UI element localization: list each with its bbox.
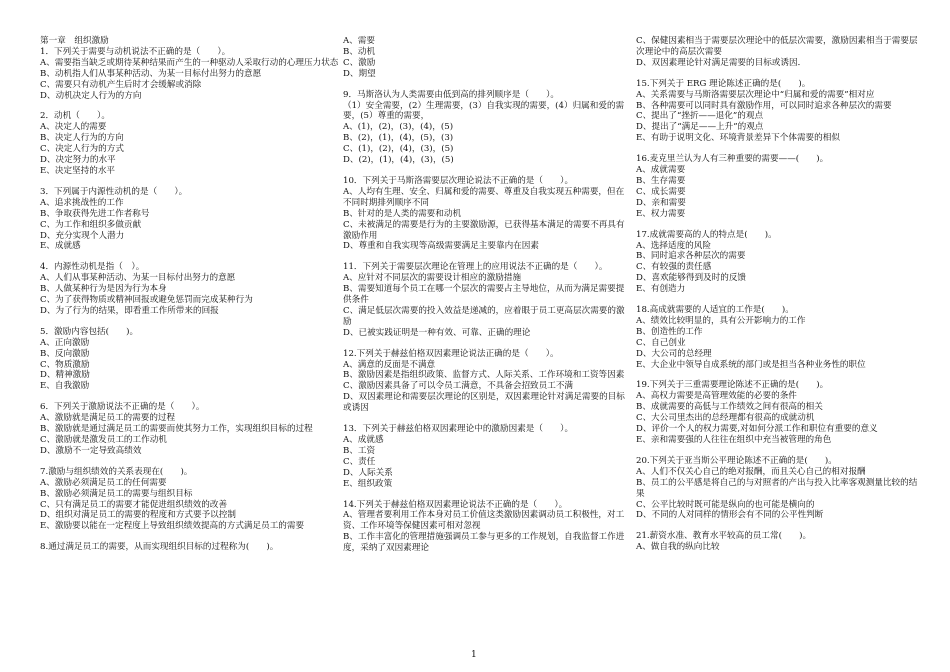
text-line: 21.薪资水准、教育水平较高的员工常( )。 bbox=[636, 531, 812, 542]
question-block bbox=[40, 467, 340, 532]
text-line: C、为工作和组织多做贡献 bbox=[40, 219, 142, 230]
text-line: C、自己创业 bbox=[636, 337, 686, 348]
text-line: A、关系需要与马斯洛需要层次理论中“归属和爱的需要”相对应 bbox=[636, 89, 875, 100]
text-line: A、决定人的需要 bbox=[40, 122, 107, 133]
column-right bbox=[636, 36, 918, 563]
text-line: B、动机 bbox=[343, 46, 376, 57]
text-line: 9．马斯洛认为人类需要由低到高的排列顺序是（ ）。 bbox=[343, 89, 560, 100]
text-line: 4．内源性动机是指（ ）。 bbox=[40, 262, 145, 273]
text-line: 5．激励内容包括( )。 bbox=[40, 326, 139, 337]
text-line: D、人际关系 bbox=[343, 467, 393, 478]
text-line: C、责任 bbox=[343, 456, 376, 467]
text-line: A、管理者要利用工作本身对员工价值这类激励因素调动员工积极性，对工资、工作环境等保健因素可相对忽视 bbox=[343, 510, 625, 532]
text-line: B、需要知道每个员工在哪一个层次的需要占主导地位，从而为满足需要提供条件 bbox=[343, 284, 625, 306]
text-line: 12.下列关于赫兹伯格双因素理论说法正确的是（ ）。 bbox=[343, 348, 559, 359]
text-line: D、组织对满足员工的需要的程度和方式要予以控制 bbox=[40, 510, 236, 521]
text-line: A、需要 bbox=[343, 36, 375, 46]
text-line: A、激励必须满足员工的任何需要 bbox=[40, 477, 167, 488]
text-line: E、决定坚持的水平 bbox=[40, 165, 116, 176]
text-line: A、人们从事某种活动、为某一目标付出努力的意愿 bbox=[40, 273, 236, 284]
text-line: C、为了获得物质或精神回报或避免惩罚而完成某种行为 bbox=[40, 295, 253, 306]
question-block bbox=[40, 402, 340, 457]
text-line: 15.下列关于 ERG 理论陈述正确的是( )。 bbox=[636, 78, 811, 89]
text-line: A、成就感 bbox=[343, 435, 384, 445]
column-middle bbox=[343, 36, 630, 564]
text-line: D、双因素理论和需要层次理论的区别是，双因素理论针对满足需要的目标或诱因 bbox=[343, 392, 625, 414]
text-line: 7.激励与组织绩效的关系表现在( )。 bbox=[40, 466, 193, 477]
text-line: 18.高成就需要的人适宜的工作是( )。 bbox=[636, 305, 794, 316]
question-block bbox=[636, 154, 918, 219]
text-line: A、追求挑战性的工作 bbox=[40, 197, 124, 208]
text-line: D、动机决定人行为的方向 bbox=[40, 90, 142, 101]
text-line: 17.成就需要高的人的特点是( )。 bbox=[636, 229, 777, 240]
text-line: C、满足低层次需要的投入效益是递减的，应着眼于员工更高层次需要的激励 bbox=[343, 305, 625, 327]
text-line: A、激励就是满足员工的需要的过程 bbox=[40, 413, 176, 424]
question-block bbox=[343, 176, 630, 252]
text-line: C、需要只有动机产生后时才会缓解或消除 bbox=[40, 79, 202, 90]
question-block bbox=[40, 187, 340, 252]
text-line: D、尊重和自我实现等高级需要满足主要靠内在因素 bbox=[343, 241, 539, 252]
text-line: A、选择适度的风险 bbox=[636, 240, 711, 251]
text-line: C、大公司里杰出的总经理都有很高的成就动机 bbox=[636, 413, 815, 424]
question-block bbox=[636, 36, 918, 69]
text-line: D、不同的人对同样的情形会有不同的公平性判断 bbox=[636, 510, 824, 521]
text-line: A、绩效比较明显的，具有公开影响力的工作 bbox=[636, 315, 806, 326]
text-line: B、(2)，(1)，(4)，(5)，(3) bbox=[343, 133, 454, 144]
text-line: E、激励要以能在一定程度上导致组织绩效提高的方式满足员工的需要 bbox=[40, 521, 305, 532]
question-block bbox=[40, 111, 340, 176]
text-line: 2．动机（ ）。 bbox=[40, 111, 110, 122]
text-line: B、各种需要可以同时具有激励作用，可以同时追求各种层次的需要 bbox=[636, 100, 892, 111]
question-block bbox=[636, 230, 918, 295]
text-line: B、成就需要的高低与工作绩效之间有很高的相关 bbox=[636, 402, 823, 413]
text-line: B、员工的公平感是将自己的与对照者的产出与投入比率客观测量比较的结果 bbox=[636, 477, 918, 499]
text-line: 8.通过满足员工的需要，从而实现组织目标的过程称为( )。 bbox=[40, 542, 279, 553]
page-number: 1 bbox=[471, 650, 477, 660]
text-line: C、未被满足的需要是行为的主要激励源，已获得基本满足的需要不再具有激励作用 bbox=[343, 219, 625, 241]
text-line: D、激励不一定导致高绩效 bbox=[40, 445, 142, 456]
text-line: A、正向激励 bbox=[40, 337, 90, 348]
question-block bbox=[636, 79, 918, 144]
text-line: 第一章 组织激励 bbox=[40, 36, 109, 46]
text-line: B、激励就是通过满足员工的需要而使其努力工作，实现组织目标的过程 bbox=[40, 424, 313, 435]
question-block bbox=[343, 262, 630, 338]
column-left bbox=[40, 36, 340, 563]
text-line: C、提出了“挫折——退化”的观点 bbox=[636, 111, 764, 122]
text-line: C、(1)，(2)，(4)，(3)，(5) bbox=[343, 144, 454, 155]
text-line: 14.下列关于赫兹伯格双因素理论说法不正确的是（ ）。 bbox=[343, 499, 568, 510]
text-line: B、工资 bbox=[343, 445, 376, 456]
text-line: （1）安全需要，(2）生理需要，(3）自我实现的需要，(4）归属和爱的需要，(5）尊重的需要， bbox=[343, 100, 625, 122]
text-line: C、保健因素相当于需要层次理论中的低层次需要，激励因素相当于需要层次理论中的高层次需要 bbox=[636, 36, 918, 57]
text-line: B、激励必须满足员工的需要与组织目标 bbox=[40, 488, 193, 499]
text-line: C、只有满足员工的需要才能促进组织绩效的改善 bbox=[40, 499, 228, 510]
text-line: B、工作丰富化的管理措施强调员工参与更多的工作规划，自我监督工作进度，采纳了双因素理论 bbox=[343, 532, 625, 554]
text-line: C、成长需要 bbox=[636, 186, 686, 197]
text-line: B、人做某种行为是因为行为本身 bbox=[40, 284, 167, 295]
text-line: D、已被实践证明是一种有效、可靠、正确的理论 bbox=[343, 327, 531, 338]
text-line: B、决定人行为的方向 bbox=[40, 133, 124, 144]
text-line: B、激励因素是指组织政策、监督方式、人际关系、工作环境和工资等因素 bbox=[343, 370, 625, 381]
question-block bbox=[343, 36, 630, 80]
text-line: 13．下列关于赫兹伯格双因素理论中的激励因素是（ ）。 bbox=[343, 424, 574, 435]
text-line: 20.下列关于亚当斯公平理论陈述不正确的是( )。 bbox=[636, 455, 837, 466]
text-line: D、提出了“满足——上升”的观点 bbox=[636, 122, 764, 133]
question-block bbox=[40, 36, 340, 101]
question-block bbox=[343, 349, 630, 414]
text-line: C、有较强的责任感 bbox=[636, 262, 712, 273]
text-line: D、(2)，(1)，(4)，(3)，(5) bbox=[343, 155, 454, 166]
text-line: E、权力需要 bbox=[636, 208, 686, 219]
question-block bbox=[343, 424, 630, 489]
text-line: B、争取获得先进工作者称号 bbox=[40, 208, 150, 219]
question-block bbox=[40, 262, 340, 317]
text-line: D、决定努力的水平 bbox=[40, 155, 116, 166]
question-block bbox=[40, 542, 340, 553]
question-block bbox=[343, 90, 630, 166]
text-line: A、做自我的纵向比较 bbox=[636, 542, 720, 553]
text-line: A、应针对不同层次的需要设计相应的激励措施 bbox=[343, 273, 522, 284]
question-block bbox=[40, 327, 340, 392]
text-line: 3．下列属于内源性动机的是（ ）。 bbox=[40, 186, 188, 197]
text-line: B、同时追求各种层次的需要 bbox=[636, 251, 746, 262]
text-line: A、人们不仅关心自己的绝对报酬，而且关心自己的相对报酬 bbox=[636, 466, 866, 477]
question-block bbox=[636, 305, 918, 370]
text-line: E、组织政策 bbox=[343, 478, 393, 489]
text-line: D、为了行为的结果，即看重工作所带来的回报 bbox=[40, 305, 219, 316]
text-line: D、精神激励 bbox=[40, 370, 90, 381]
text-line: 11．下列关于需要层次理论在管理上的应用说法不正确的是（ ）。 bbox=[343, 262, 608, 273]
text-line: E、成就感 bbox=[40, 241, 81, 252]
text-line: C、激励就是激发员工的工作动机 bbox=[40, 435, 167, 445]
text-line: B、动机指人们从事某种活动、为某一目标付出努力的意愿 bbox=[40, 68, 262, 79]
text-line: A、(1)，(2)，(3)，(4)，(5) bbox=[343, 122, 454, 133]
text-line: A、成就需要 bbox=[636, 165, 686, 176]
text-line: D、充分实现个人潜力 bbox=[40, 230, 125, 241]
text-line: C、公平比较时既可能是纵向的也可能是横向的 bbox=[636, 499, 815, 510]
text-line: B、生存需要 bbox=[636, 175, 686, 186]
question-block bbox=[636, 531, 918, 553]
question-block bbox=[636, 456, 918, 521]
text-line: B、反向激励 bbox=[40, 348, 90, 359]
text-line: D、双因素理论针对满足需要的目标或诱因． bbox=[636, 57, 807, 68]
text-line: A、需要指当缺乏或期待某种结果而产生的一种驱动人采取行动的心理压力状态 bbox=[40, 57, 339, 68]
text-line: C、决定人行为的方式 bbox=[40, 144, 124, 155]
text-line: C、激励 bbox=[343, 57, 376, 68]
question-block bbox=[636, 380, 918, 445]
text-line: 10．下列关于马斯洛需要层次理论说法不正确的是（ ）。 bbox=[343, 175, 574, 186]
question-block bbox=[343, 500, 630, 555]
text-line: E、大企业中领导自成系统的部门或是担当各种业务性的职位 bbox=[636, 359, 866, 370]
text-line: E、有助于说明文化、环境背景差异下个体需要的相似 bbox=[636, 133, 840, 144]
text-line: A、高权力需要是高管理效能的必要的条件 bbox=[636, 391, 797, 402]
text-line: 19.下列关于三重需要理论陈述不正确的是( )。 bbox=[636, 380, 829, 391]
text-line: B、创造性的工作 bbox=[636, 326, 703, 337]
text-line: D、亲和需要 bbox=[636, 197, 686, 208]
text-line: C、激励因素具备了可以令员工满意，不具备会招致员工不满 bbox=[343, 381, 574, 392]
text-line: E、自我激励 bbox=[40, 381, 90, 392]
text-line: 6．下列关于激励说法不正确的是（ ）。 bbox=[40, 402, 205, 413]
text-line: D、喜欢能够得到及时的反馈 bbox=[636, 273, 747, 284]
text-line: 1．下列关于需要与动机说法不正确的是（ ）。 bbox=[40, 46, 231, 57]
text-line: D、大公司的总经理 bbox=[636, 348, 712, 359]
text-line: E、有创造力 bbox=[636, 284, 686, 295]
text-line: B、针对的是人类的需要和动机 bbox=[343, 208, 462, 219]
text-line: 16.麦克里兰认为人有三种重要的需要——( )。 bbox=[636, 154, 829, 165]
text-line: D、期望 bbox=[343, 68, 376, 79]
text-line: A、人均有生理、安全、归属和爱的需要、尊重及自我实现五种需要，但在不同时期排列顺序不同 bbox=[343, 186, 625, 208]
text-line: C、物质激励 bbox=[40, 359, 90, 370]
text-line: D、评价一个人的权力需要,对如何分派工作和职位有重要的意义 bbox=[636, 424, 878, 435]
text-line: A、满意的反面是不满意 bbox=[343, 359, 436, 370]
text-line: E、亲和需要强的人往往在组织中充当被管理的角色 bbox=[636, 435, 832, 445]
